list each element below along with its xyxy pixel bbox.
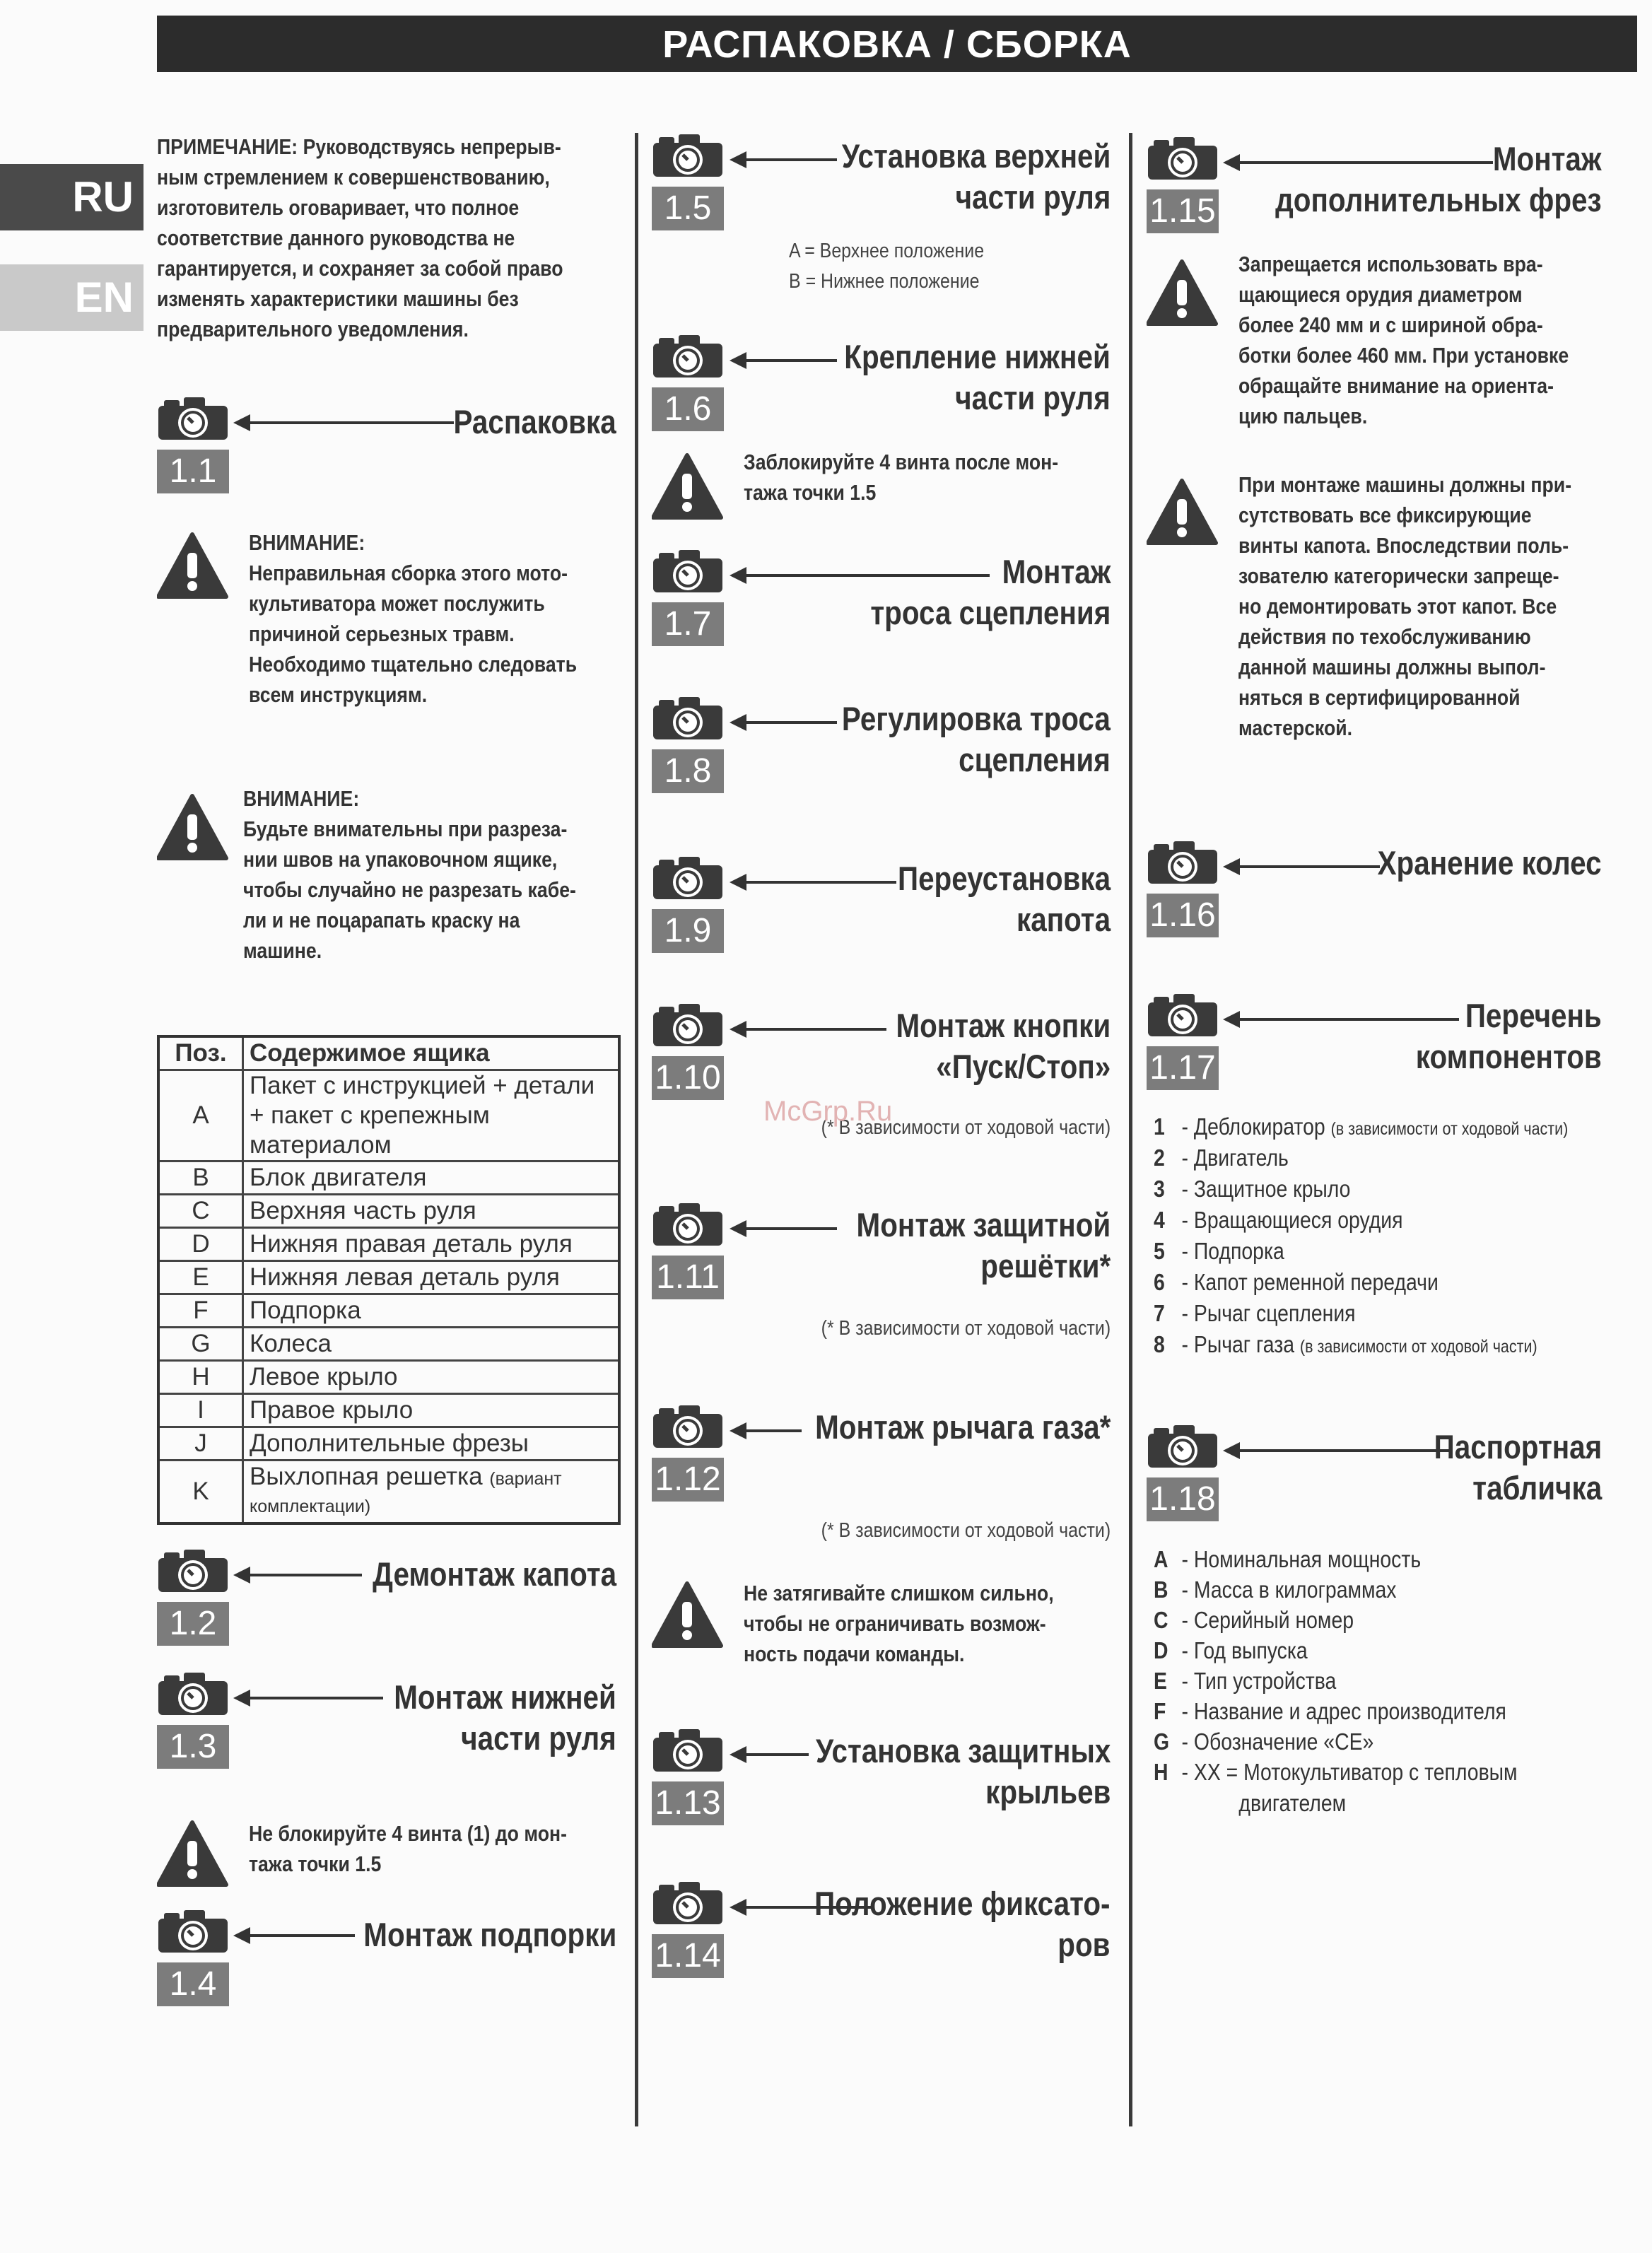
table-cell-pos: A xyxy=(158,1070,243,1161)
list-item: A - Номинальная мощность xyxy=(1154,1546,1422,1572)
figure-badge: 1.1 xyxy=(157,450,229,493)
warning-icon xyxy=(157,1820,229,1888)
column-divider xyxy=(1129,133,1132,2126)
list-item: 5 - Подпорка xyxy=(1154,1238,1284,1264)
table-cell-content: Выхлопная решетка (вариант комплектации) xyxy=(243,1461,620,1524)
camera-icon xyxy=(157,1671,229,1716)
lang-tab-label: EN xyxy=(74,274,134,321)
table-cell-pos: E xyxy=(158,1261,243,1294)
table-row xyxy=(158,1427,619,1461)
camera-icon xyxy=(1147,1424,1219,1469)
figure-badge: 1.2 xyxy=(157,1602,229,1646)
camera-icon-1-8 xyxy=(652,696,724,793)
list-item: H - XX = Мотокультиватор с тепловым двигателем xyxy=(1154,1759,1518,1816)
table-row xyxy=(158,1394,619,1427)
arrow-icon xyxy=(249,421,454,424)
header-bar xyxy=(157,16,1637,72)
list-item: 4 - Вращающиеся орудия xyxy=(1154,1207,1403,1233)
column-divider xyxy=(635,133,638,2126)
table-cell-pos: H xyxy=(158,1361,243,1394)
section-title-1-13: Установка защитных крыльев xyxy=(815,1732,1111,1810)
list-item: 7 - Рычаг сцепления xyxy=(1154,1300,1356,1326)
table-cell-pos: C xyxy=(158,1195,243,1228)
camera-icon-1-14 xyxy=(652,1880,724,1978)
list-item: 3 - Защитное крыло xyxy=(1154,1176,1351,1202)
camera-icon-1-18 xyxy=(1147,1424,1219,1521)
chassis-note: (* В зависимости от ходовой части) xyxy=(821,1317,1111,1340)
table-cell-content: Пакет с инструкцией + детали + пакет с крепежным материалом xyxy=(243,1070,620,1161)
warning-text-2: ВНИМАНИЕ: Будьте внимательны при разреза- нии швов на упаковочном ящике, чтобы случайно не разрезать кабе- ли и не поцарапать краску на машине. xyxy=(243,786,576,963)
figure-badge: 1.14 xyxy=(652,1934,724,1978)
warning-icon xyxy=(652,1581,724,1649)
section-title-1-9: Переустановка капота xyxy=(897,860,1111,938)
camera-icon-1-16 xyxy=(1147,840,1219,937)
camera-icon xyxy=(1147,993,1219,1038)
camera-icon-1-6 xyxy=(652,334,724,431)
table-row xyxy=(158,1461,619,1524)
list-item: 6 - Капот ременной передачи xyxy=(1154,1269,1439,1295)
table-row xyxy=(158,1294,619,1328)
camera-icon xyxy=(652,334,724,379)
warning-icon xyxy=(1147,259,1219,327)
figure-badge: 1.11 xyxy=(652,1256,724,1299)
warning-text-6: Запрещается использовать вра- щающиеся орудия диаметром более 240 мм и с шириной обра- ботки более 460 мм. При установке обращайте внимание на ориента- цию пальцев. xyxy=(1238,252,1569,428)
camera-icon-1-10 xyxy=(652,1002,724,1100)
table-cell-content: Колеса xyxy=(243,1328,620,1361)
figure-badge: 1.10 xyxy=(652,1056,724,1100)
warning-text-1: ВНИМАНИЕ: Неправильная сборка этого мото- культиватора может послужить причиной серьезных травм. Необходимо тщательно следовать всем инструкциям. xyxy=(249,530,578,707)
table-cell-content: Левое крыло xyxy=(243,1361,620,1394)
figure-badge: 1.5 xyxy=(652,187,724,230)
note-paragraph: ПРИМЕЧАНИЕ: Руководствуясь непрерыв- ным стремлением к совершенствованию, изготовитель оговаривает, что полное соответствие данного руководства не гарантируется, и сохраняет за собой право изменять характеристики машины без предварительного уведомления. xyxy=(157,134,563,341)
camera-icon xyxy=(652,549,724,594)
table-cell-pos: G xyxy=(158,1328,243,1361)
section-title-1-11: Монтаж защитной решётки* xyxy=(856,1206,1111,1284)
camera-icon-1-17 xyxy=(1147,993,1219,1090)
figure-badge: 1.3 xyxy=(157,1725,229,1769)
warning-text-5: Не затягивайте слишком сильно, чтобы не ограничивать возмож- ность подачи команды. xyxy=(744,1581,1054,1666)
section-title-1-6: Крепление нижней части руля xyxy=(844,338,1111,416)
camera-icon xyxy=(652,696,724,741)
camera-icon-1-15 xyxy=(1147,136,1219,233)
section-title-1-17: Перечень компонентов xyxy=(1416,997,1602,1075)
table-cell-pos: F xyxy=(158,1294,243,1328)
camera-icon xyxy=(157,396,229,441)
figure-badge: 1.17 xyxy=(1147,1046,1219,1090)
camera-icon xyxy=(1147,136,1219,181)
table-header-row xyxy=(158,1036,619,1070)
list-item: E - Тип устройства xyxy=(1154,1668,1337,1694)
figure-badge: 1.9 xyxy=(652,909,724,953)
table-cell-pos: I xyxy=(158,1394,243,1427)
camera-icon-1-12 xyxy=(652,1404,724,1502)
camera-icon-1-3 xyxy=(157,1671,229,1769)
table-row xyxy=(158,1161,619,1195)
section-title-1-16: Хранение колес xyxy=(1378,844,1602,882)
table-cell-content: Блок двигателя xyxy=(243,1161,620,1195)
camera-icon xyxy=(652,855,724,901)
section-title-1-14: Положение фиксато- ров xyxy=(814,1885,1111,1963)
table-cell-content: Подпорка xyxy=(243,1294,620,1328)
section-title-1-10: Монтаж кнопки «Пуск/Стоп» xyxy=(896,1007,1111,1085)
camera-icon xyxy=(652,133,724,178)
lang-tab-en[interactable] xyxy=(0,264,143,331)
list-item: 1 - Деблокиратор (в зависимости от ходовой части) xyxy=(1154,1113,1569,1140)
chassis-note: (* В зависимости от ходовой части) xyxy=(821,1116,1111,1139)
chassis-note: (* В зависимости от ходовой части) xyxy=(821,1519,1111,1542)
warning-text-7: При монтаже машины должны при- сутствовать все фиксирующие винты капота. Впоследствии поль- зователю категорически запреще- но демонтировать этот капот. Все действия по техобслуживанию данной машины должны выпол- няться в сертифицированной мастерской. xyxy=(1238,472,1572,740)
camera-icon xyxy=(652,1880,724,1926)
warning-text-3: Не блокируйте 4 винта (1) до мон- тажа точки 1.5 xyxy=(249,1821,567,1876)
section-title-1-1: Распаковка xyxy=(453,403,616,440)
table-cell-pos: K xyxy=(158,1461,243,1524)
table-cell-content: Правое крыло xyxy=(243,1394,620,1427)
section-title-1-7: Монтаж троса сцепления xyxy=(869,553,1111,631)
watermark: McGrp.Ru xyxy=(763,1096,893,1127)
camera-icon-1-7 xyxy=(652,549,724,646)
table-cell-content: Нижняя правая деталь руля xyxy=(243,1228,620,1261)
figure-badge: 1.4 xyxy=(157,1962,229,2006)
warning-text-4: Заблокируйте 4 винта после мон- тажа точки 1.5 xyxy=(744,450,1059,505)
table-cell-content: Верхняя часть руля xyxy=(243,1195,620,1228)
list-item: 2 - Двигатель xyxy=(1154,1145,1289,1171)
camera-icon-1-1 xyxy=(157,396,229,493)
table-row xyxy=(158,1228,619,1261)
figure-badge: 1.13 xyxy=(652,1781,724,1825)
table-cell-pos: J xyxy=(158,1427,243,1461)
table-cell-content: Нижняя левая деталь руля xyxy=(243,1261,620,1294)
warning-icon xyxy=(652,452,724,520)
table-header-pos: Поз. xyxy=(158,1036,243,1070)
table-header-content: Содержимое ящика xyxy=(243,1036,620,1070)
table-row xyxy=(158,1195,619,1228)
section-title-1-8: Регулировка троса сцепления xyxy=(841,700,1111,778)
figure-badge: 1.7 xyxy=(652,602,724,646)
table-row xyxy=(158,1070,619,1161)
figure-badge: 1.18 xyxy=(1147,1477,1219,1521)
figure-badge: 1.12 xyxy=(652,1458,724,1502)
list-item: G - Обозначение «CE» xyxy=(1154,1728,1374,1755)
lang-tab-ru[interactable] xyxy=(0,164,143,230)
warning-icon xyxy=(157,532,229,599)
table-row xyxy=(158,1261,619,1294)
camera-icon-1-13 xyxy=(652,1728,724,1825)
page-title: РАСПАКОВКА / СБОРКА xyxy=(662,23,1132,66)
warning-icon xyxy=(157,793,229,861)
section-title-1-3: Монтаж нижней части руля xyxy=(394,1678,616,1757)
camera-icon xyxy=(652,1202,724,1247)
section-title-1-18: Паспортная табличка xyxy=(1434,1428,1602,1506)
list-item: F - Название и адрес производителя xyxy=(1154,1698,1506,1724)
table-cell-pos: B xyxy=(158,1161,243,1195)
table-row xyxy=(158,1328,619,1361)
list-item: C - Серийный номер xyxy=(1154,1607,1354,1633)
section-title-1-15: Монтаж дополнительных фрез xyxy=(1275,140,1602,218)
camera-icon xyxy=(652,1002,724,1048)
camera-icon-1-4 xyxy=(157,1909,229,2006)
list-item: B - Масса в килограммах xyxy=(1154,1576,1397,1603)
camera-icon-1-11 xyxy=(652,1202,724,1299)
camera-icon-1-2 xyxy=(157,1548,229,1646)
table-cell-content: Дополнительные фрезы xyxy=(243,1427,620,1461)
camera-icon-1-9 xyxy=(652,855,724,953)
camera-icon-1-5 xyxy=(652,133,724,230)
section-title-1-2: Демонтаж капота xyxy=(373,1555,616,1593)
camera-icon xyxy=(652,1404,724,1449)
section-title-1-12: Монтаж рычага газа* xyxy=(814,1408,1111,1446)
handle-positions: A = Верхнее положение B = Нижнее положение xyxy=(789,240,985,293)
figure-badge: 1.16 xyxy=(1147,894,1219,937)
camera-icon xyxy=(157,1909,229,1954)
warning-icon xyxy=(1147,478,1219,546)
table-row xyxy=(158,1361,619,1394)
list-item: D - Год выпуска xyxy=(1154,1637,1308,1663)
camera-icon xyxy=(157,1548,229,1593)
lang-tab-label: RU xyxy=(72,173,134,221)
figure-badge: 1.15 xyxy=(1147,189,1219,233)
figure-badge: 1.8 xyxy=(652,749,724,793)
table-cell-pos: D xyxy=(158,1228,243,1261)
list-item: 8 - Рычаг газа (в зависимости от ходовой части) xyxy=(1154,1331,1537,1357)
camera-icon xyxy=(652,1728,724,1773)
section-title-1-4: Монтаж подпорки xyxy=(363,1916,616,1953)
box-contents-table xyxy=(157,1035,621,1525)
figure-badge: 1.6 xyxy=(652,387,724,431)
section-title-1-5: Установка верхней части руля xyxy=(841,137,1111,216)
camera-icon xyxy=(1147,840,1219,885)
